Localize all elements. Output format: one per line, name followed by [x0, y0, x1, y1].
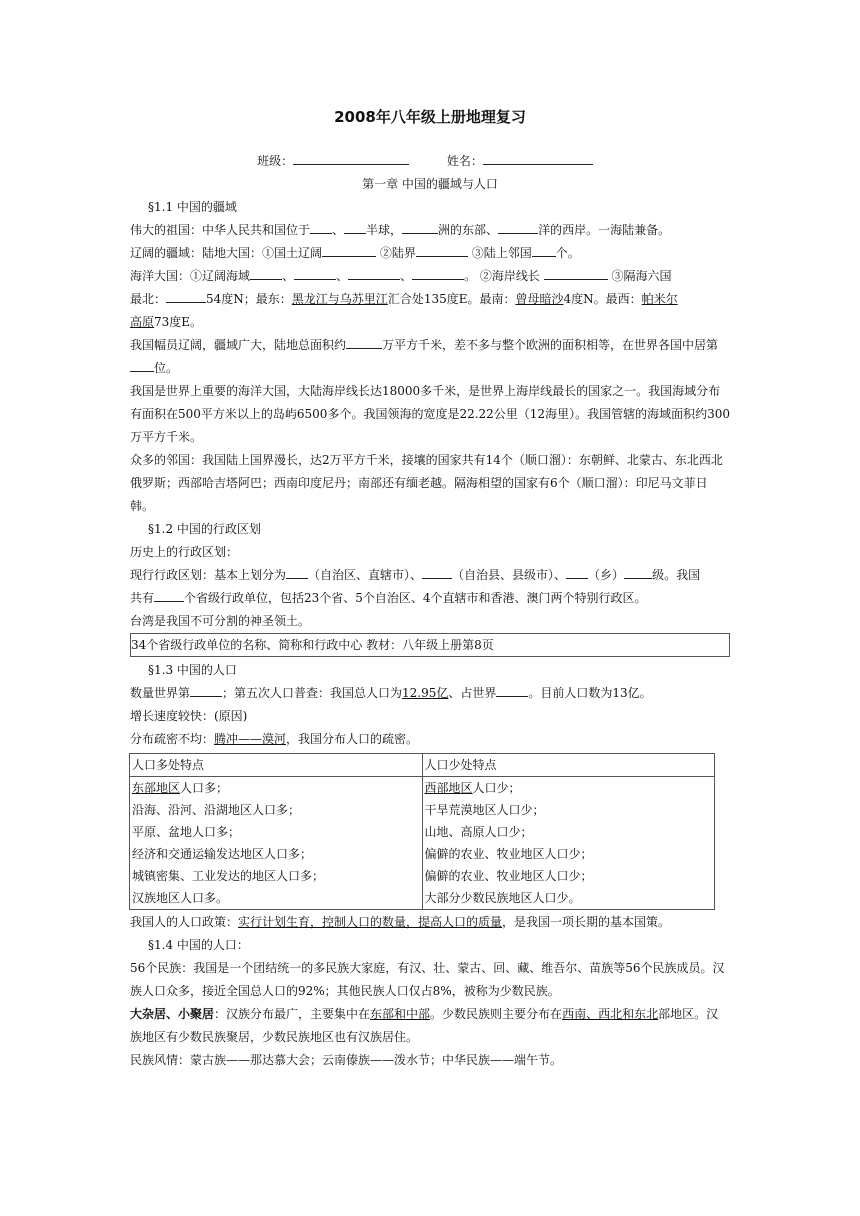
paragraph: 56个民族：我国是一个团结统一的多民族大家庭，有汉、壮、蒙古、回、藏、维吾尔、苗族等56个民族成员。汉族人口众多，接近全国总人口的92%；其他民族人口仅占8%，被称为少数民族。 [130, 961, 725, 998]
class-label: 班级： [257, 154, 294, 168]
list-item: 平原、盆地人口多； [132, 825, 241, 839]
paragraph: 我国是世界上重要的海洋大国，大陆海岸线长达18000多千米，是世界上海岸线最长的国家之一。我国海域分布有面积在500平方米以上的岛屿6500多个。我国领海的宽度是22.22公里（12海里）。我国管辖的海域面积约300万平方千米。 [130, 384, 730, 444]
document-body [130, 150, 730, 1072]
population-table [129, 753, 715, 910]
section-1-4-heading: §1.4 中国的人口： [148, 938, 249, 952]
text-line: 最北： 54度N；最东：黑龙江与乌苏里江汇合处135度E。最南：曾母暗沙4度N。最西：帕米尔 [130, 288, 730, 311]
blank-field[interactable] [286, 564, 308, 579]
text-line: 历史上的行政区划： [130, 545, 239, 559]
table-row [130, 777, 715, 910]
table-cell-dense [130, 777, 423, 910]
text-line: 伟大的祖国：中华人民共和国位于 、 半球， 洲的东部、 洋的西岸。一海陆兼备。 [130, 219, 730, 242]
blank-field[interactable] [154, 587, 184, 602]
list-item: 沿海、沿河、沿湖地区人口多； [132, 803, 301, 817]
table-header-cell: 人口少处特点 [422, 754, 715, 777]
list-item: 东部地区人口多； [132, 781, 229, 795]
blank-field[interactable] [416, 242, 468, 257]
blank-field[interactable] [544, 265, 608, 280]
blank-field[interactable] [422, 564, 452, 579]
paragraph: 我国幅员辽阔，疆域广大，陆地总面积约 万平方千米，差不多与整个欧洲的面积相等，在世界各国中居第位。 [130, 334, 730, 380]
blank-field[interactable] [294, 265, 336, 280]
text-line: 数量世界第 ；第五次人口普查：我国总人口为12.95亿、占世界 。目前人口数为13亿。 [130, 682, 730, 705]
section-1-3-heading: §1.3 中国的人口 [148, 663, 237, 677]
blank-field[interactable] [498, 219, 538, 234]
blank-field[interactable] [496, 682, 528, 697]
text-line: 分布疏密不均：腾冲——漠河，我国分布人口的疏密。 [130, 732, 419, 746]
chapter-heading: 第一章 中国的疆域与人口 [362, 177, 498, 191]
class-field[interactable] [293, 150, 409, 165]
text-line: 辽阔的疆域：陆地大国：①国土辽阔 ②陆界 ③陆上邻国 个。 [130, 242, 730, 265]
text-line: 共有 个省级行政单位，包括23个省、5个自治区、4个直辖市和香港、澳门两个特别行政区。 [130, 587, 730, 610]
blank-field[interactable] [346, 334, 382, 349]
blank-field[interactable] [166, 288, 206, 303]
text-line: 我国人的人口政策：实行计划生育，控制人口的数量，提高人口的质量，是我国一项长期的基本国策。 [130, 915, 671, 929]
list-item: 西部地区人口少； [424, 781, 521, 795]
list-item: 山地、高原人口少； [424, 825, 533, 839]
blank-field[interactable] [624, 564, 652, 579]
blank-field[interactable] [310, 219, 332, 234]
list-item: 汉族地区人口多。 [132, 891, 229, 905]
table-cell-sparse [422, 777, 715, 910]
text-line: 增长速度较快：(原因) [130, 709, 248, 723]
blank-field[interactable] [412, 265, 464, 280]
list-item: 大部分少数民族地区人口少。 [424, 891, 581, 905]
list-item: 偏僻的农业、牧业地区人口少； [424, 847, 593, 861]
list-item: 偏僻的农业、牧业地区人口少； [424, 869, 593, 883]
blank-field[interactable] [348, 265, 400, 280]
page-title: 2008年八年级上册地理复习 [334, 108, 526, 126]
paragraph: 大杂居、小聚居：汉族分布最广，主要集中在东部和中部。少数民族则主要分布在西南、西北和东北部地区。汉族地区有少数民族聚居，少数民族地区也有汉族居住。 [130, 1007, 719, 1044]
text-line: 高原73度E。 [130, 315, 203, 329]
list-item: 经济和交通运输发达地区人口多； [132, 847, 313, 861]
text-line: 现行行政区划：基本上划分为 （自治区、直辖市）、 （自治县、县级市）、 （乡） 级。我国 [130, 564, 730, 587]
blank-field[interactable] [566, 564, 588, 579]
table-header-row [130, 754, 715, 777]
blank-field[interactable] [250, 265, 282, 280]
name-label: 姓名： [446, 154, 483, 168]
text-line: 台湾是我国不可分割的神圣领土。 [130, 614, 311, 628]
paragraph: 众多的邻国：我国陆上国界漫长，达2万平方千米，接壤的国家共有14个（顺口溜）：东朝鲜、北蒙古、东北西北俄罗斯；西部哈吉塔阿巴；西南印度尼丹；南部还有缅老越。隔海相望的国家有6个（顺口溜）：印尼马文菲日韩。 [130, 453, 723, 513]
reference-box: 34个省级行政单位的名称、简称和行政中心 教材：八年级上册第8页 [130, 633, 730, 657]
blank-field[interactable] [322, 242, 376, 257]
blank-field[interactable] [344, 219, 366, 234]
blank-field[interactable] [190, 682, 222, 697]
section-1-1-heading: §1.1 中国的疆域 [148, 200, 237, 214]
text-line: 民族风情：蒙古族——那达慕大会；云南傣族——泼水节；中华民族——端午节。 [130, 1053, 563, 1067]
blank-field[interactable] [130, 357, 154, 372]
list-item: 干旱荒漠地区人口少； [424, 803, 545, 817]
section-1-2-heading: §1.2 中国的行政区划 [148, 522, 261, 536]
blank-field[interactable] [402, 219, 438, 234]
list-item: 城镇密集、工业发达的地区人口多； [132, 869, 325, 883]
table-header-cell: 人口多处特点 [130, 754, 423, 777]
text-line: 海洋大国：①辽阔海域 、 、 、 。 ②海岸线长 ③隔海六国 [130, 265, 730, 288]
name-field[interactable] [483, 150, 593, 165]
blank-field[interactable] [532, 242, 556, 257]
student-info-line [120, 150, 730, 173]
